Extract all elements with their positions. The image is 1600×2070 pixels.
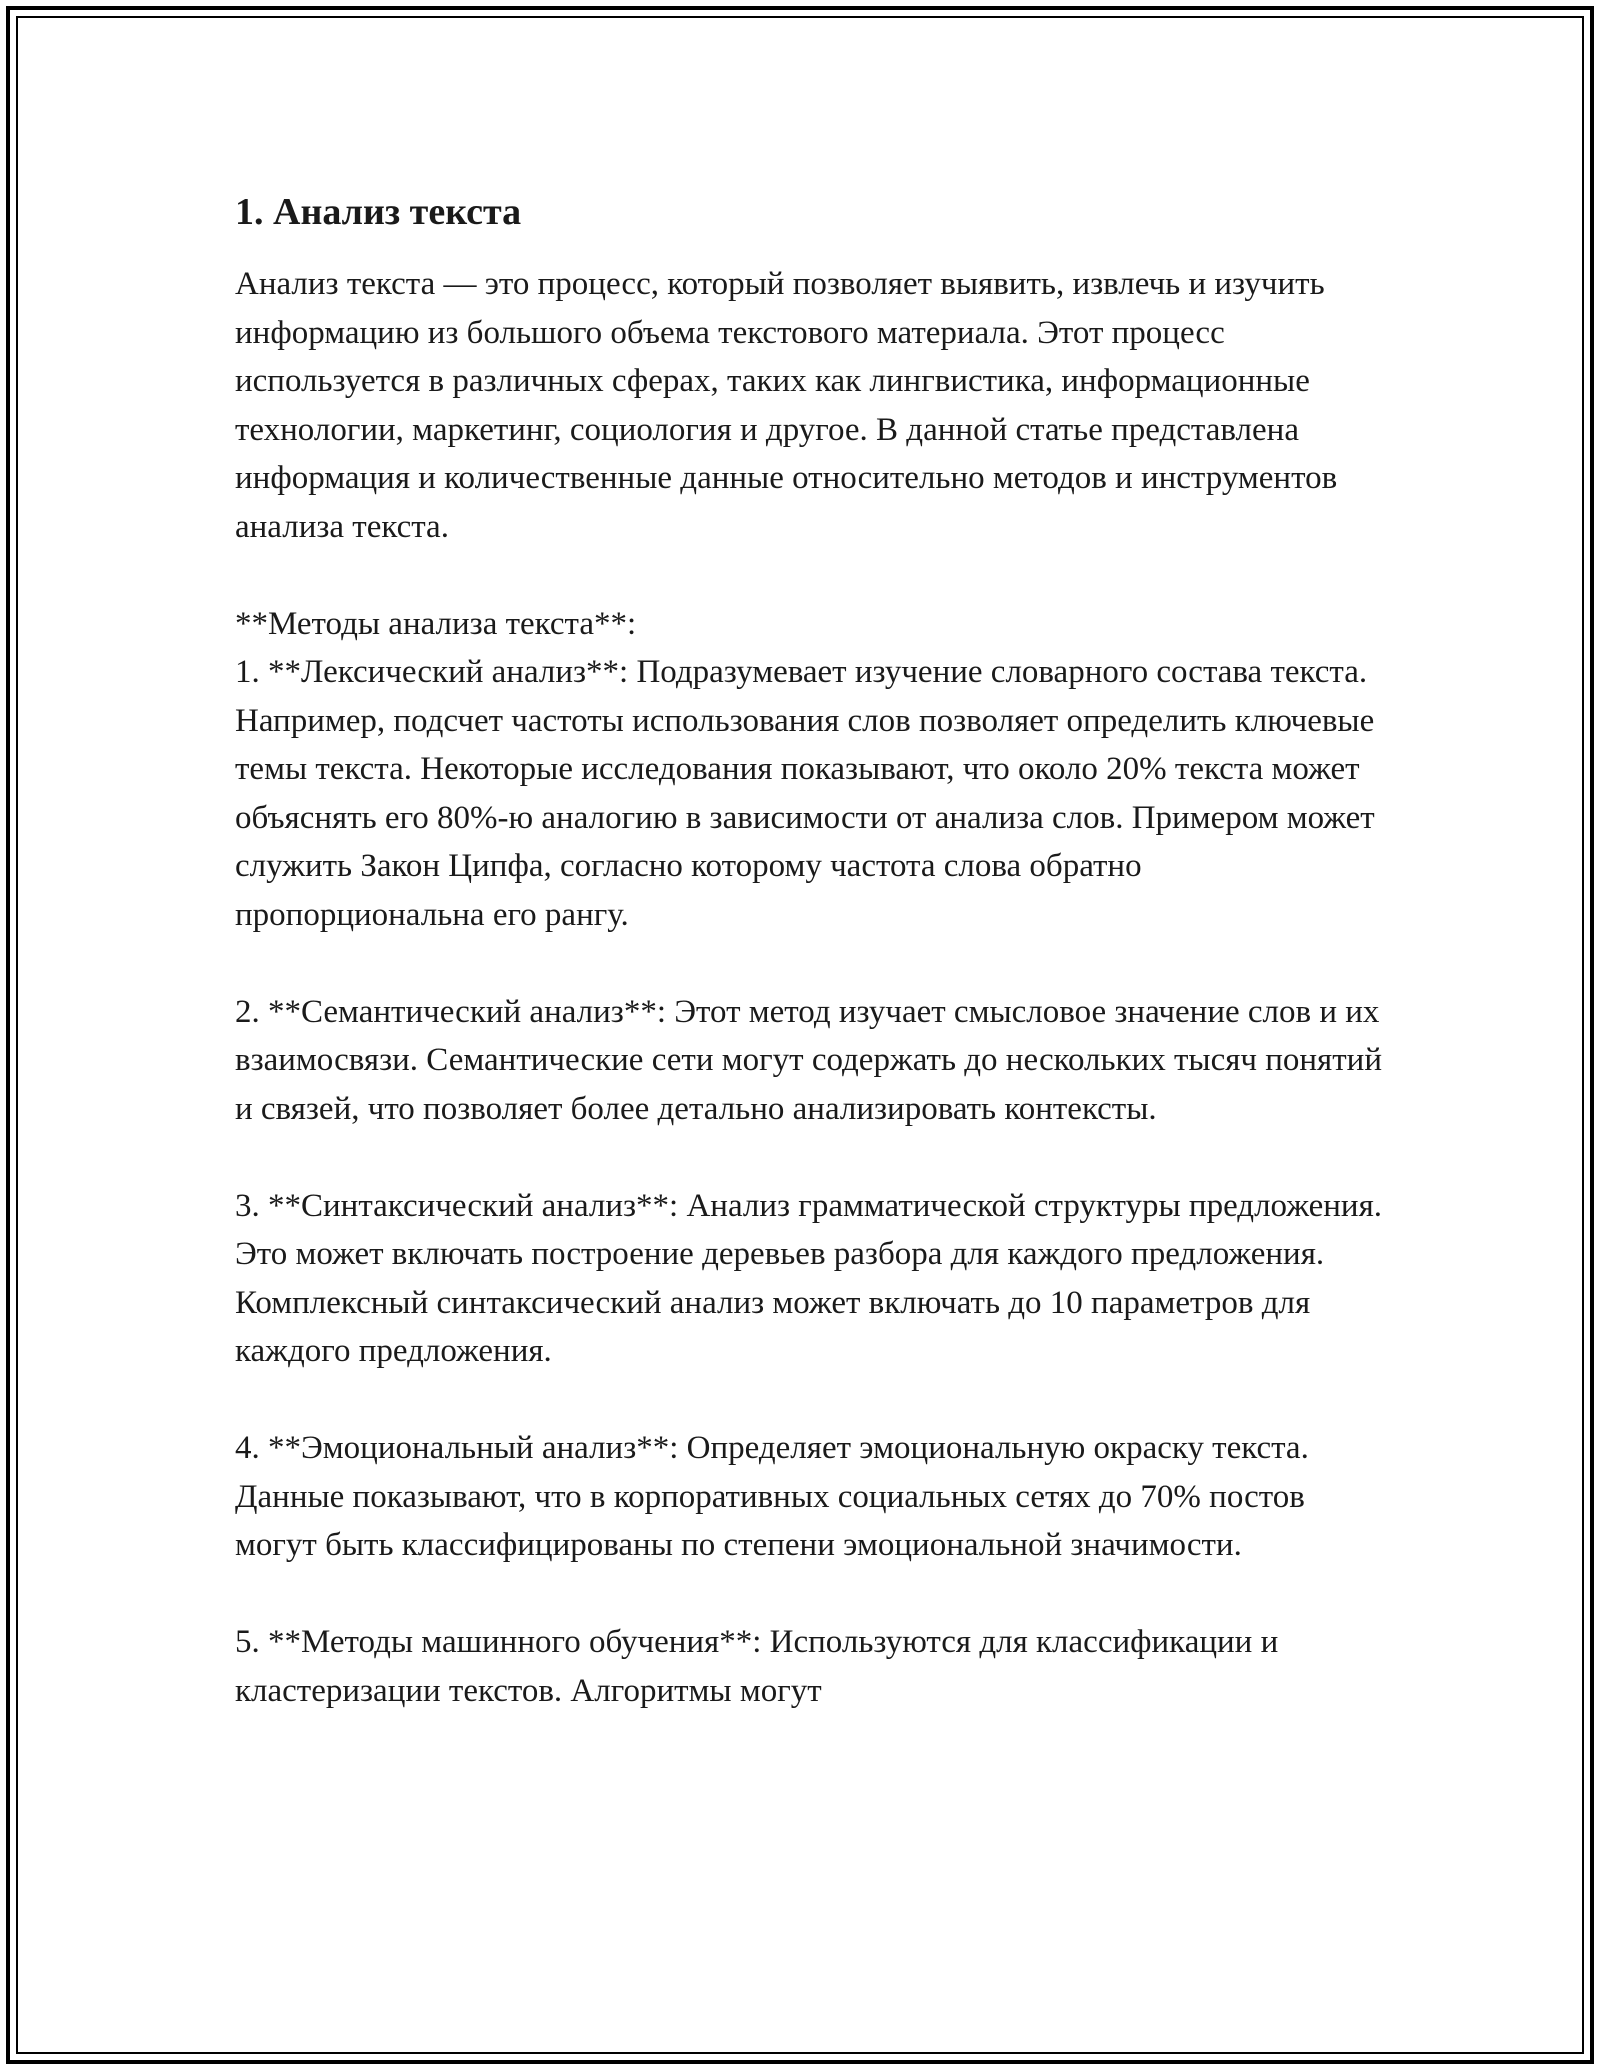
methods-heading: **Методы анализа текста**: bbox=[235, 605, 637, 642]
method-item-lexical: 1. **Лексический анализ**: Подразумевает изучение словарного состава текста. Например, подсчет частоты использования слов позволяет определить ключевые темы текста. Некоторые исследования показывают, что около 20% текста может объяснять его 80%-ю аналогию в зависимости от анализа слов. Примером может служить Закон Ципфа, согласно которому частота слова обратно пропорциональна его рангу. bbox=[235, 654, 1375, 933]
intro-paragraph: Анализ текста — это процесс, который позволяет выявить, извлечь и изучить информацию из большого объема текстового материала. Этот процесс используется в различных сферах, таких как лингвистика, информационные технологии, маркетинг, социология и другое. В данной статье представлена информация и количественные данные относительно методов и инструментов анализа текста. bbox=[235, 266, 1338, 545]
document-body bbox=[235, 186, 1385, 1715]
section-title: 1. Анализ текста bbox=[235, 191, 522, 233]
method-item-emotional: 4. **Эмоциональный анализ**: Определяет эмоциональную окраску текста. Данные показывают, что в корпоративных социальных сетях до 70% постов могут быть классифицированы по степени эмоциональной значимости. bbox=[235, 1430, 1309, 1563]
method-item-machine-learning: 5. **Методы машинного обучения**: Используются для классификации и кластеризации текстов. Алгоритмы могут bbox=[235, 1624, 1279, 1709]
methods-block bbox=[235, 600, 1385, 1716]
method-item-syntactic: 3. **Синтаксический анализ**: Анализ грамматической структуры предложения. Это может включать построение деревьев разбора для каждого предложения. Комплексный синтаксический анализ может включать до 10 параметров для каждого предложения. bbox=[235, 1187, 1382, 1369]
method-item-semantic: 2. **Семантический анализ**: Этот метод изучает смысловое значение слов и их взаимосвязи. Семантические сети могут содержать до нескольких тысяч понятий и связей, что позволяет более детально анализировать контексты. bbox=[235, 993, 1382, 1127]
